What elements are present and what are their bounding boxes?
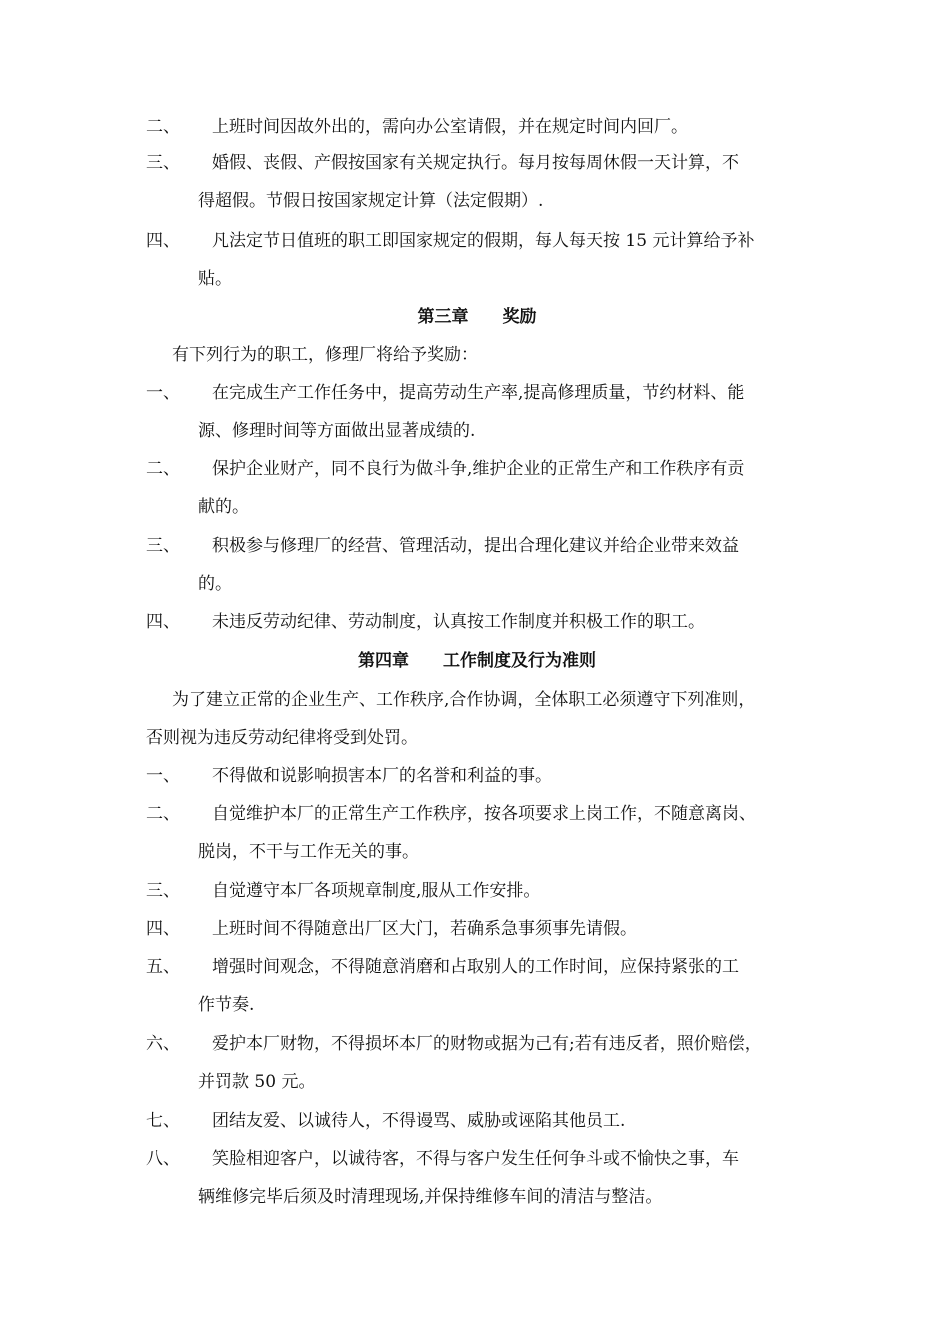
item-number: 五、 [146, 957, 180, 977]
item-number: 一、 [146, 383, 180, 403]
item-text-continued: 贴。 [198, 269, 232, 289]
item-text: 婚假、丧假、产假按国家有关规定执行。每月按每周休假一天计算，不 [212, 153, 739, 173]
list-item [146, 795, 808, 871]
list-item [146, 603, 808, 641]
chapter-heading [146, 298, 808, 336]
chapter-title: 工作制度及行为准则 [443, 651, 596, 671]
chapter-number: 第三章 [417, 307, 469, 327]
item-text-continued: 脱岗，不干与工作无关的事。 [198, 842, 419, 862]
item-text: 笑脸相迎客户，以诚待客，不得与客户发生任何争斗或不愉快之事，车 [212, 1149, 739, 1169]
item-text-continued: 源、修理时间等方面做出显著成绩的. [198, 421, 476, 441]
list-item [146, 1025, 808, 1101]
list-item [146, 108, 808, 146]
list-item [146, 1140, 808, 1216]
chapter-lead [146, 336, 808, 374]
item-text: 积极参与修理厂的经营、管理活动，提出合理化建议并给企业带来效益 [212, 536, 739, 556]
item-number: 二、 [146, 117, 180, 137]
list-item [146, 910, 808, 948]
item-text-continued: 的。 [198, 574, 232, 594]
item-text: 在完成生产工作任务中，提高劳动生产率,提高修理质量，节约材料、能 [212, 383, 745, 403]
item-text-continued: 献的。 [198, 497, 249, 517]
item-number: 六、 [146, 1034, 180, 1054]
item-number: 四、 [146, 231, 180, 251]
item-text: 自觉遵守本厂各项规章制度,服从工作安排。 [212, 881, 541, 901]
item-number: 一、 [146, 766, 180, 786]
item-number: 二、 [146, 804, 180, 824]
item-number: 二、 [146, 459, 180, 479]
item-number: 三、 [146, 536, 180, 556]
item-text: 自觉维护本厂的正常生产工作秩序，按各项要求上岗工作，不随意离岗、 [212, 804, 756, 824]
list-item [146, 757, 808, 795]
item-text: 上班时间不得随意出厂区大门，若确系急事须事先请假。 [212, 919, 637, 939]
item-number: 三、 [146, 153, 180, 173]
chapter-heading [146, 642, 808, 680]
item-number: 三、 [146, 881, 180, 901]
list-item [146, 948, 808, 1024]
item-text: 增强时间观念，不得随意消磨和占取别人的工作时间，应保持紧张的工 [212, 957, 739, 977]
item-number: 八、 [146, 1149, 180, 1169]
chapter-title: 奖励 [502, 307, 537, 327]
item-text: 未违反劳动纪律、劳动制度，认真按工作制度并积极工作的职工。 [212, 612, 705, 632]
item-number: 四、 [146, 919, 180, 939]
item-number: 七、 [146, 1111, 180, 1131]
list-item [146, 527, 808, 603]
item-text: 上班时间因故外出的，需向办公室请假，并在规定时间内回厂。 [212, 117, 688, 137]
item-text: 团结友爱、以诚待人，不得谩骂、威胁或诬陷其他员工. [212, 1111, 626, 1131]
lead-text-continued: 否则视为违反劳动纪律将受到处罚。 [146, 728, 418, 748]
list-item [146, 872, 808, 910]
chapter-number: 第四章 [358, 651, 409, 671]
list-item [146, 374, 808, 450]
item-text-continued: 得超假。节假日按国家规定计算（法定假期）. [198, 191, 544, 211]
list-item [146, 144, 808, 220]
item-text-continued: 辆维修完毕后须及时清理现场,并保持维修车间的清洁与整洁。 [198, 1187, 663, 1207]
item-text: 保护企业财产，同不良行为做斗争,维护企业的正常生产和工作秩序有贡 [212, 459, 745, 479]
item-text-continued: 并罚款 50 元。 [198, 1072, 316, 1092]
lead-text: 为了建立正常的企业生产、工作秩序,合作协调，全体职工必须遵守下列准则， [172, 690, 756, 710]
list-item [146, 1102, 808, 1140]
list-item [146, 222, 808, 298]
item-text: 不得做和说影响损害本厂的名誉和利益的事。 [212, 766, 552, 786]
lead-text: 有下列行为的职工，修理厂将给予奖励： [172, 345, 478, 365]
item-text: 爱护本厂财物，不得损坏本厂的财物或据为己有;若有违反者，照价赔偿， [212, 1034, 762, 1054]
item-text-continued: 作节奏. [198, 995, 255, 1015]
item-text: 凡法定节日值班的职工即国家规定的假期，每人每天按 15 元计算给予补 [212, 231, 755, 251]
item-number: 四、 [146, 612, 180, 632]
list-item [146, 450, 808, 526]
chapter-lead [146, 681, 808, 757]
